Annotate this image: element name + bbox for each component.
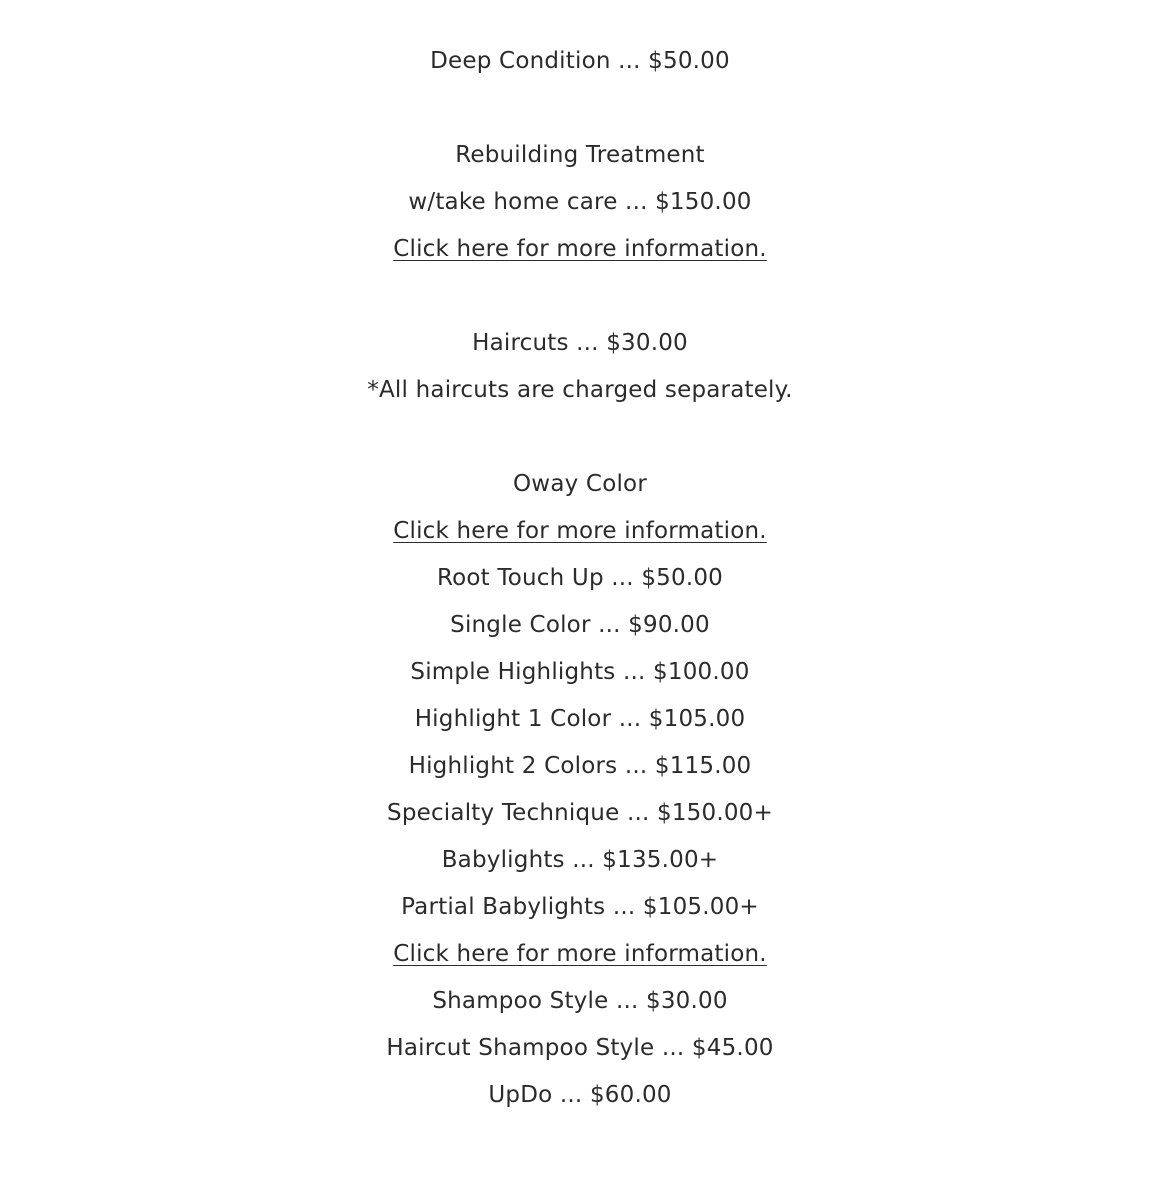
spacer [0, 273, 1160, 320]
oway-info-link[interactable]: Click here for more information. [393, 518, 767, 544]
color-item-specialty-technique: Specialty Technique ... $150.00+ [387, 800, 773, 826]
color-item-single-color: Single Color ... $90.00 [450, 612, 710, 638]
color-item-simple-highlights: Simple Highlights ... $100.00 [410, 659, 750, 685]
color-item-babylights: Babylights ... $135.00+ [441, 847, 719, 873]
rebuilding-treatment-title: Rebuilding Treatment [455, 142, 705, 168]
color-link-row [0, 931, 1160, 978]
color-info-link[interactable]: Click here for more information. [393, 941, 767, 967]
spacer [0, 85, 1160, 132]
rebuilding-info-link[interactable]: Click here for more information. [393, 236, 767, 262]
spacer [0, 414, 1160, 461]
rebuilding-treatment-price: w/take home care ... $150.00 [408, 189, 752, 215]
color-item-partial-babylights: Partial Babylights ... $105.00+ [401, 894, 759, 920]
style-item-shampoo-style: Shampoo Style ... $30.00 [432, 988, 728, 1014]
deep-condition-item: Deep Condition ... $50.00 [430, 48, 730, 74]
color-item-highlight-2-colors: Highlight 2 Colors ... $115.00 [408, 753, 752, 779]
oway-color-title: Oway Color [513, 471, 647, 497]
style-item-haircut-shampoo-style: Haircut Shampoo Style ... $45.00 [386, 1035, 774, 1061]
color-item-highlight-1-color: Highlight 1 Color ... $105.00 [414, 706, 746, 732]
oway-link-row [0, 508, 1160, 555]
haircuts-item: Haircuts ... $30.00 [472, 330, 688, 356]
style-item-updo: UpDo ... $60.00 [488, 1082, 672, 1108]
haircuts-note: *All haircuts are charged separately. [367, 377, 793, 403]
color-item-root-touch-up: Root Touch Up ... $50.00 [436, 565, 723, 591]
rebuilding-link-row [0, 226, 1160, 273]
